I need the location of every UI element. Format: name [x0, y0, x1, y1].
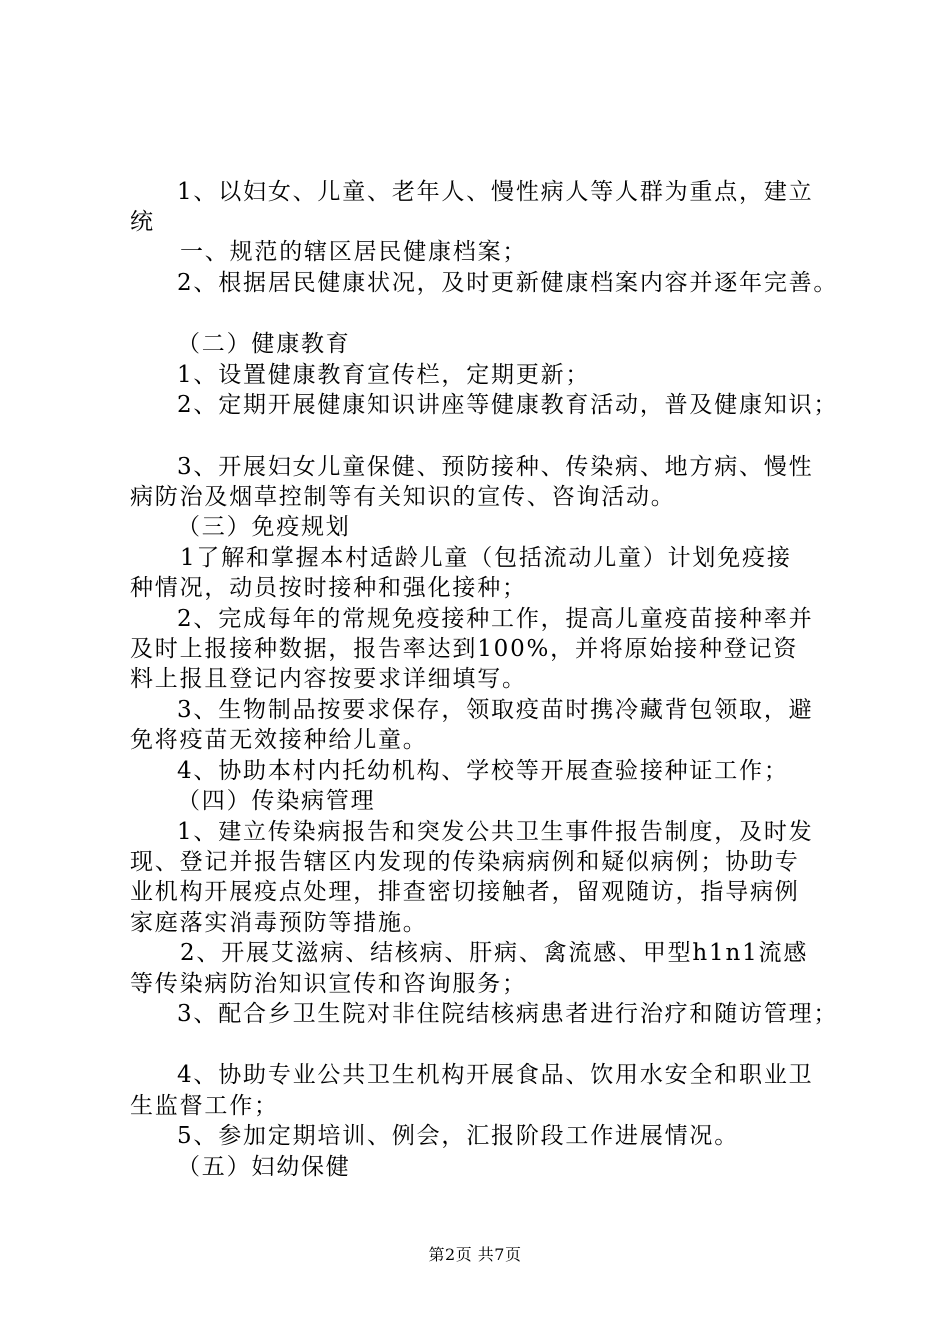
paragraph-line: 种情况，动员按时接种和强化接种；	[130, 575, 527, 601]
paragraph-line: 病防治及烟草控制等有关知识的宣传、咨询活动。	[130, 484, 676, 510]
paragraph-line: 1、以妇女、儿童、老年人、慢性病人等人群为重点，建立	[177, 179, 814, 205]
paragraph-line: 3、配合乡卫生院对非住院结核病患者进行治疗和随访管理；	[177, 1001, 839, 1027]
paragraph-line: 家庭落实消毒预防等措施。	[130, 910, 428, 936]
paragraph-line: 1、建立传染病报告和突发公共卫生事件报告制度，及时发	[177, 819, 814, 845]
section-heading: （三）免疫规划	[177, 514, 351, 540]
paragraph-line: 5、参加定期培训、例会，汇报阶段工作进展情况。	[177, 1123, 740, 1149]
page-footer: 第2页 共7页	[428, 1245, 522, 1264]
paragraph-line: 等传染病防治知识宣传和咨询服务；	[130, 971, 527, 997]
section-heading: （二）健康教育	[177, 331, 351, 357]
section-heading: （四）传染病管理	[177, 788, 376, 814]
paragraph-line: 业机构开展疫点处理，排查密切接触者，留观随访，指导病例	[130, 879, 800, 905]
paragraph-line: 及时上报接种数据，报告率达到100%，并将原始接种登记资	[130, 636, 799, 662]
paragraph-line: 一、规范的辖区居民健康档案；	[180, 239, 528, 265]
paragraph-line: 免将疫苗无效接种给儿童。	[130, 727, 428, 753]
paragraph-line: 生监督工作；	[130, 1093, 279, 1119]
paragraph-line: 3、开展妇女儿童保健、预防接种、传染病、地方病、慢性	[177, 454, 814, 480]
paragraph-line: 料上报且登记内容按要求详细填写。	[130, 666, 527, 692]
section-heading: （五）妇幼保健	[177, 1154, 351, 1180]
paragraph-line: 统	[130, 209, 155, 235]
paragraph-line: 2、开展艾滋病、结核病、肝病、禽流感、甲型h1n1流感	[180, 940, 809, 966]
paragraph-line: 4、协助本村内托幼机构、学校等开展查验接种证工作；	[177, 758, 789, 784]
paragraph-line: 2、定期开展健康知识讲座等健康教育活动，普及健康知识；	[177, 392, 839, 418]
paragraph-line: 4、协助专业公共卫生机构开展食品、饮用水安全和职业卫	[177, 1062, 814, 1088]
paragraph-line: 2、完成每年的常规免疫接种工作，提高儿童疫苗接种率并	[177, 606, 814, 632]
paragraph-line: 现、登记并报告辖区内发现的传染病病例和疑似病例；协助专	[130, 849, 800, 875]
paragraph-line: 3、生物制品按要求保存，领取疫苗时携冷藏背包领取，避	[177, 697, 814, 723]
paragraph-line: 2、根据居民健康状况，及时更新健康档案内容并逐年完善。	[177, 270, 839, 296]
paragraph-line: 1了解和掌握本村适龄儿童（包括流动儿童）计划免疫接	[180, 545, 792, 571]
paragraph-line: 1、设置健康教育宣传栏，定期更新；	[177, 362, 591, 388]
